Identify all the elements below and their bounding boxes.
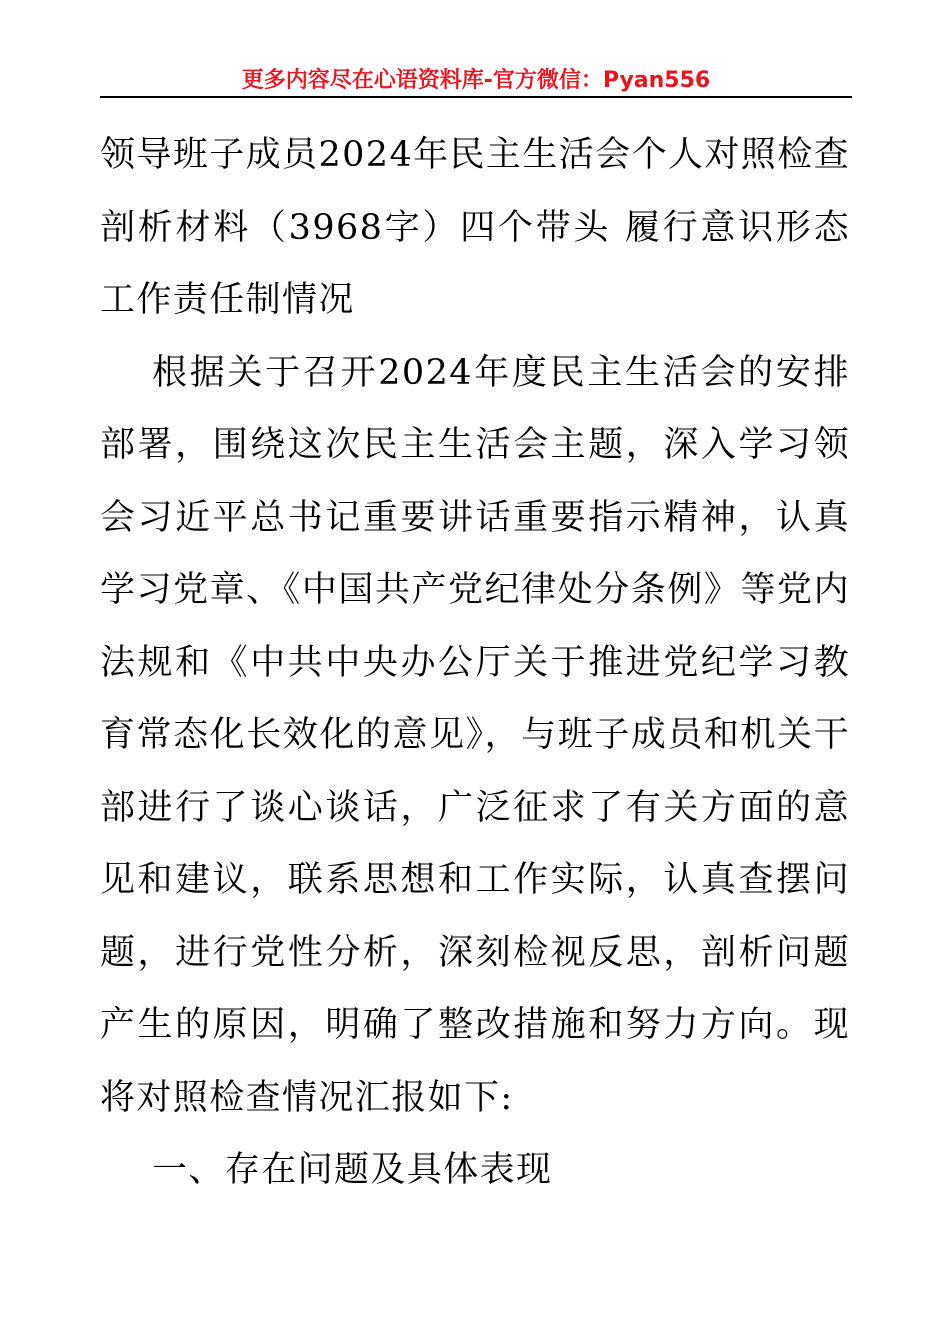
document-title: 领导班子成员2024年民主生活会个人对照检查剖析材料（3968字）四个带头 履行意识形态工作责任制情况 bbox=[100, 135, 850, 320]
document-body bbox=[100, 119, 850, 1207]
intro-paragraph: 根据关于召开2024年度民主生活会的安排部署，围绕这次民主生活会主题，深入学习领会习近平总书记重要讲话重要指示精神，认真学习党章、《中国共产党纪律处分条例》等党内法规和《中共中央办公厅关于推进党纪学习教育常态化长效化的意见》，与班子成员和机关干部进行了谈心谈话，广泛征求了有关方面的意见和建议，联系思想和工作实际，认真查摆问题，进行党性分析，深刻检视反思，剖析问题产生的原因，明确了整改措施和努力方向。现将对照检查情况汇报如下: bbox=[100, 352, 850, 1118]
header-divider bbox=[100, 96, 852, 98]
section-heading: 一、存在问题及具体表现 bbox=[152, 1150, 553, 1190]
header-watermark: 更多内容尽在心语资料库-官方微信：Pyan556 bbox=[241, 68, 711, 93]
